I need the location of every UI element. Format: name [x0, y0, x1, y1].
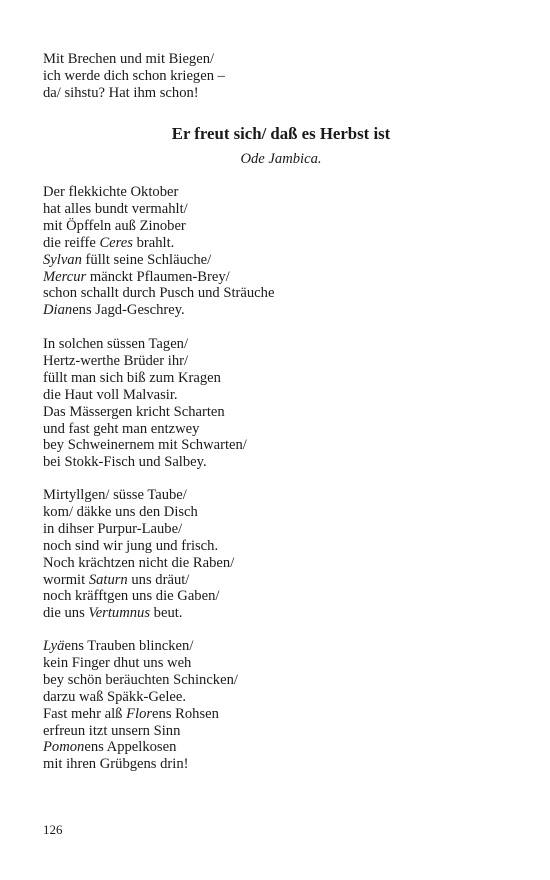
preceding-poem-ending: [43, 51, 513, 102]
italic-name: Lyä: [43, 638, 65, 654]
verse-line: die uns Vertumnus beut.: [43, 605, 183, 622]
verse-line: Mit Brechen und mit Biegen/: [43, 51, 215, 67]
verse-line: Pomonens Appelkosen: [43, 739, 177, 756]
verse-line: Noch krächtzen nicht die Raben/: [43, 554, 235, 571]
stanza-3: [43, 487, 513, 622]
verse-line: füllt man sich biß zum Kragen: [43, 369, 221, 386]
verse-line: wormit Saturn uns dräut/: [43, 571, 190, 588]
verse-line: Lyäens Trauben blincken/: [43, 638, 194, 654]
verse-line: und fast geht man entzwey: [43, 420, 200, 437]
italic-name: Mercur: [43, 268, 87, 285]
verse-line: in dihser Purpur-Laube/: [43, 520, 183, 537]
verse-line: Mirtyllgen/ süsse Taube/: [43, 487, 187, 503]
italic-name: Vertumnus: [88, 605, 151, 622]
poem-subtitle: Ode Jambica.: [240, 151, 322, 167]
verse-line: Das Mässergen kricht Scharten: [43, 403, 225, 420]
verse-line: In solchen süssen Tagen/: [43, 336, 189, 352]
page-number: 126: [43, 822, 63, 837]
verse-line: Sylvan füllt seine Schläuche/: [43, 251, 212, 268]
italic-name: Saturn: [88, 571, 128, 588]
stanza-4: [43, 638, 513, 773]
verse-line: hat alles bundt vermahlt/: [43, 200, 188, 217]
verse-line: Mercur mänckt Pflaumen-Brey/: [43, 268, 230, 285]
verse-line: noch sind wir jung und frisch.: [43, 537, 219, 554]
verse-line: Dianens Jagd-Geschrey.: [43, 302, 185, 319]
verse-line: mit ihren Grübgens drin!: [43, 756, 189, 773]
verse-line: Der flekkichte Oktober: [43, 184, 179, 200]
verse-line: mit Öpffeln auß Zinober: [43, 217, 186, 234]
verse-line: da/ sihstu? Hat ihm schon!: [43, 84, 199, 101]
verse-line: Fast mehr alß Florens Rohsen: [43, 705, 219, 722]
verse-line: die Haut voll Malvasir.: [43, 386, 178, 403]
verse-line: noch kräfftgen uns die Gaben/: [43, 588, 220, 605]
verse-line: die reiffe Ceres brahlt.: [43, 234, 175, 251]
verse-line: schon schallt durch Pusch und Sträuche: [43, 285, 275, 302]
verse-line: erfreun itzt unsern Sinn: [43, 722, 181, 739]
verse-line: ich werde dich schon kriegen –: [43, 67, 225, 84]
italic-name: Flor: [126, 705, 153, 722]
italic-name: Ceres: [99, 234, 133, 251]
verse-line: kom/ däkke uns den Disch: [43, 503, 198, 520]
italic-name: Sylvan: [43, 251, 82, 268]
verse-line: bey schön beräuchten Schincken/: [43, 671, 238, 688]
stanza-2: [43, 336, 513, 471]
verse-line: bey Schweinernem mit Schwarten/: [43, 437, 247, 454]
italic-name: Dian: [43, 302, 73, 319]
verse-line: Hertz-werthe Brüder ihr/: [43, 352, 189, 369]
poem-title: Er freut sich/ daß es Herbst ist: [171, 124, 391, 143]
italic-name: Pomon: [43, 739, 85, 756]
verse-line: bei Stokk-Fisch und Salbey.: [43, 454, 207, 471]
stanza-1: [43, 184, 513, 319]
verse-line: kein Finger dhut uns weh: [43, 654, 192, 671]
verse-line: darzu waß Späkk-Gelee.: [43, 688, 187, 705]
